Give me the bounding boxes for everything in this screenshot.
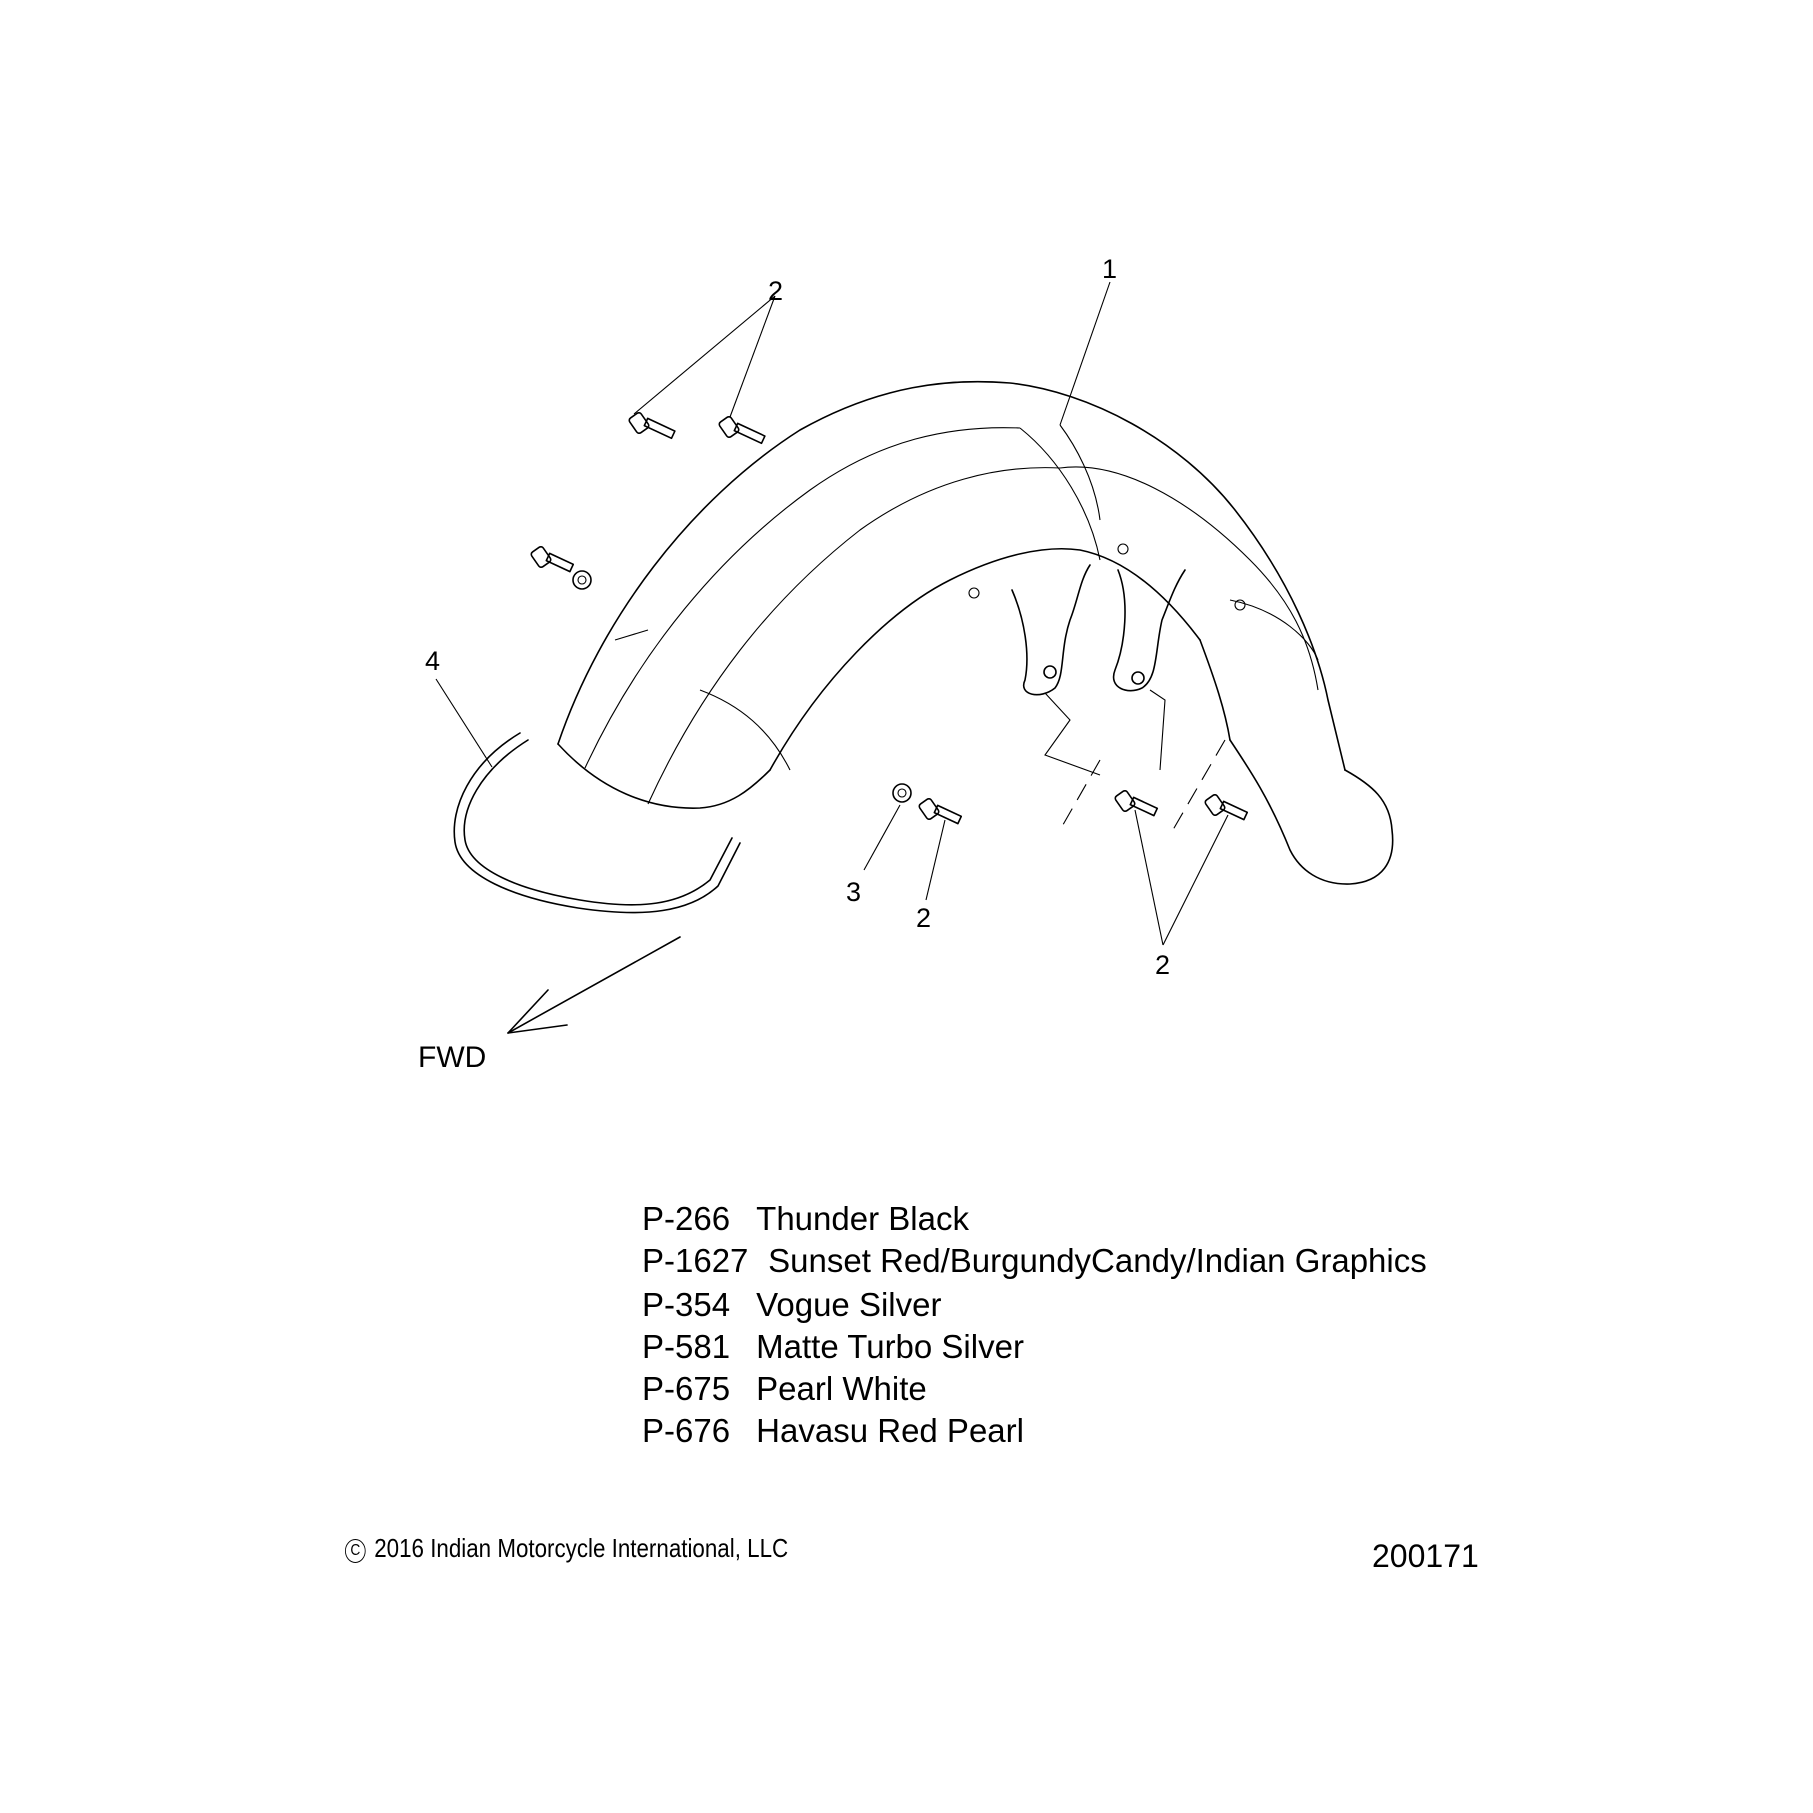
paint-item xyxy=(642,1372,927,1405)
fwd-arrow-icon xyxy=(508,937,680,1033)
fwd-label: FWD xyxy=(418,1041,487,1074)
copyright-icon: C xyxy=(345,1539,366,1563)
front-fender xyxy=(558,382,1393,884)
paint-item xyxy=(642,1414,1024,1447)
copyright-notice xyxy=(345,1533,788,1564)
paint-item xyxy=(642,1202,969,1235)
paint-code: P-676 xyxy=(642,1412,731,1449)
drawing-number: 200171 xyxy=(1372,1538,1479,1574)
paint-name: Thunder Black xyxy=(756,1200,969,1237)
paint-item xyxy=(642,1288,941,1321)
callout-2-right: 2 xyxy=(1155,950,1171,980)
paint-code: P-1627 xyxy=(642,1242,749,1279)
paint-name: Havasu Red Pearl xyxy=(756,1412,1024,1449)
paint-item xyxy=(642,1330,1024,1363)
paint-code: P-354 xyxy=(642,1286,731,1323)
paint-code: P-675 xyxy=(642,1370,731,1407)
paint-name: Matte Turbo Silver xyxy=(756,1328,1024,1365)
bolt-left xyxy=(530,546,573,572)
bolt-top-right xyxy=(718,416,765,444)
callout-1: 1 xyxy=(1102,254,1118,284)
trim-strip xyxy=(454,733,740,913)
callout-2-top: 2 xyxy=(768,276,784,306)
callout-3: 3 xyxy=(846,877,862,907)
paint-code: P-581 xyxy=(642,1328,731,1365)
paint-code: P-266 xyxy=(642,1200,731,1237)
bolt-lower-right-2 xyxy=(1204,794,1247,820)
paint-item xyxy=(642,1244,1427,1277)
copyright-text: 2016 Indian Motorcycle International, LLC xyxy=(374,1533,789,1563)
callout-2-mid: 2 xyxy=(916,903,932,933)
nut-left xyxy=(573,571,591,589)
paint-name: Pearl White xyxy=(756,1370,927,1407)
paint-name: Sunset Red/BurgundyCandy/Indian Graphics xyxy=(768,1242,1427,1279)
bolt-top-left xyxy=(628,412,675,439)
nut-item-3 xyxy=(893,784,911,802)
paint-name: Vogue Silver xyxy=(756,1286,942,1323)
callout-4: 4 xyxy=(425,646,441,676)
leader-lines xyxy=(436,282,1228,945)
bolt-item-2-mid xyxy=(918,798,961,824)
